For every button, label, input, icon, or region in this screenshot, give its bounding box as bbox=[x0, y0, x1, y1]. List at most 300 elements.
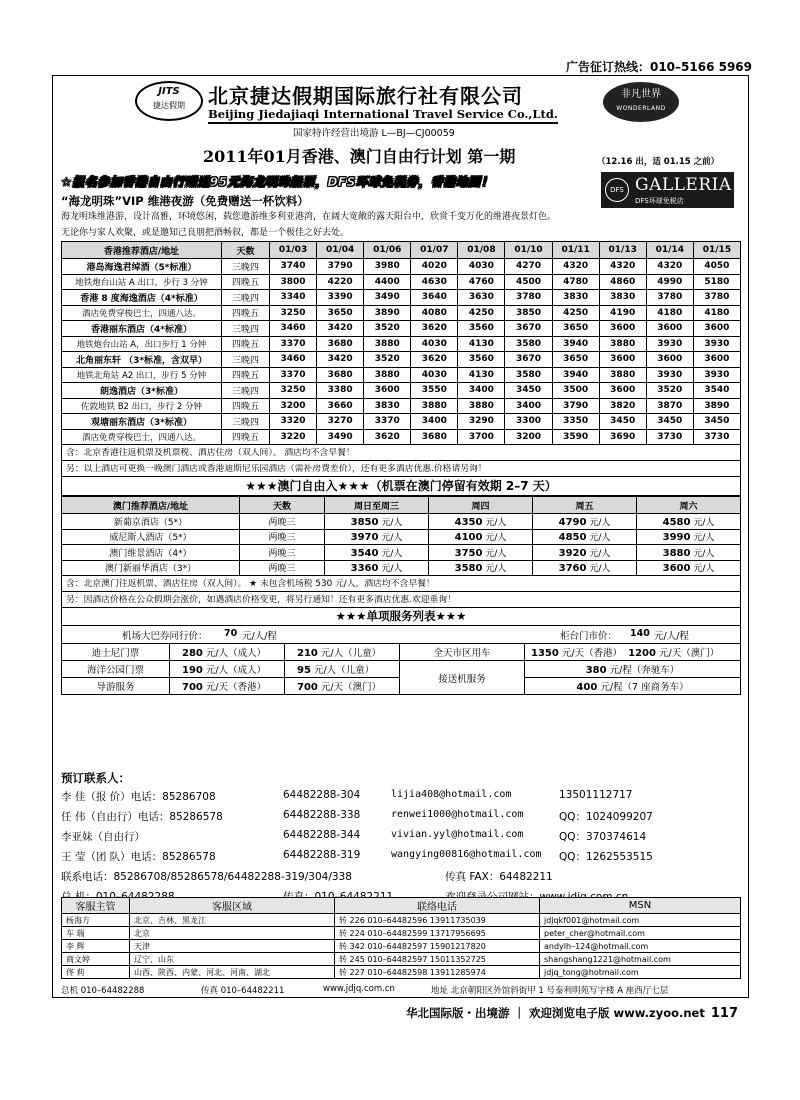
price-cell: 3880 bbox=[599, 367, 646, 383]
service-row bbox=[62, 661, 741, 678]
price-cell: 3940 bbox=[552, 367, 599, 383]
logo-right-text: 非凡世界 bbox=[621, 89, 661, 100]
transfer-label: 接送机服务 bbox=[400, 661, 525, 695]
staff-phone: 转 224 010–64482599 13717956695 bbox=[335, 927, 540, 940]
price-cell: 3590 bbox=[552, 429, 599, 445]
contact-extra: 13501112717 bbox=[559, 789, 633, 801]
price-value: 3920 bbox=[558, 547, 587, 559]
price-value: 3580 bbox=[454, 563, 483, 575]
price-value: 4350 bbox=[454, 516, 483, 528]
col-header: 周四 bbox=[429, 497, 533, 514]
bus-label: 机场大巴券同行价： bbox=[122, 631, 208, 642]
macau-hotel-row bbox=[62, 560, 741, 576]
macau-section-title: ★★★澳门自由入★★★（机票在澳门停留有效期 2–7 天） bbox=[61, 477, 741, 496]
macau-hotel-table bbox=[61, 496, 741, 576]
price-cell: 3620 bbox=[364, 429, 411, 445]
price-unit: 元/人（儿童） bbox=[313, 665, 375, 676]
stay-length: 四晚五 bbox=[222, 429, 270, 445]
disney-label: 迪士尼门票 bbox=[62, 644, 170, 661]
price-cell bbox=[637, 560, 741, 576]
price-cell: 3200 bbox=[270, 398, 317, 414]
logo-right-sub: WONDERLAND bbox=[616, 105, 666, 112]
price-cell: 3820 bbox=[599, 398, 646, 414]
company-name-cn: 北京捷达假期国际旅行社有限公司 bbox=[208, 84, 523, 108]
price-cell: 3780 bbox=[646, 290, 693, 306]
price-unit: 元/人 bbox=[589, 564, 611, 575]
price-cell: 4050 bbox=[693, 259, 740, 275]
price-cell: 4630 bbox=[411, 274, 458, 290]
staff-region: 天津 bbox=[130, 940, 335, 953]
hk-table-header bbox=[62, 242, 741, 259]
price-cell: 3600 bbox=[599, 321, 646, 337]
staff-msn[interactable]: jdjqkf001@hotmail.com bbox=[540, 914, 741, 927]
contact-phones: 联系电话：85286708/85286578/64482288-319/304/338 bbox=[61, 871, 352, 883]
staff-name: 商文婷 bbox=[62, 953, 130, 966]
price-unit: 元/人 bbox=[693, 564, 715, 575]
hk-hotel-row bbox=[62, 429, 741, 445]
staff-region: 辽宁、山东 bbox=[130, 953, 335, 966]
footer-address: 地址 北京朝阳区外馆斜街甲 1 号泰利明苑写字楼 A 座西厅七层 bbox=[431, 986, 669, 996]
contact-row bbox=[61, 807, 741, 827]
hk-hotel-row bbox=[62, 305, 741, 321]
price-cell: 3460 bbox=[270, 321, 317, 337]
price-cell: 3200 bbox=[505, 429, 552, 445]
col-header: 01/10 bbox=[505, 242, 552, 259]
price-value: 4580 bbox=[662, 516, 691, 528]
vip-cruise-title: “海龙明珠”VIP 维港夜游（免费赠送一杯饮料） bbox=[61, 194, 309, 208]
vip-desc-1: 海龙明珠维港游，设计高雅，环境悠闲，载您遨游维多利亚港湾，在阔大宽敞的露天阳台中，欣赏千变万化的维港夜景灯色。 bbox=[61, 212, 557, 222]
col-header: 01/11 bbox=[552, 242, 599, 259]
hotel-name: 港岛海逸君绰酒（5*标准） bbox=[62, 259, 222, 275]
price-cell: 3880 bbox=[599, 336, 646, 352]
price-cell: 3420 bbox=[317, 321, 364, 337]
price-cell bbox=[533, 545, 637, 561]
staff-msn[interactable]: peter_cher@hotmail.com bbox=[540, 927, 741, 940]
price-cell: 4780 bbox=[552, 274, 599, 290]
staff-name: 车 瑞 bbox=[62, 927, 130, 940]
price-cell: 3290 bbox=[458, 414, 505, 430]
hotel-name: 威尼斯人酒店（5*） bbox=[62, 529, 240, 545]
footer-web[interactable]: www.jdjq.com.cn bbox=[323, 984, 395, 994]
contact-email[interactable]: lijia408@hotmail.com bbox=[391, 789, 512, 800]
price-unit: 元/人 bbox=[589, 548, 611, 559]
staff-name: 李 辉 bbox=[62, 940, 130, 953]
price-unit: 元/人 bbox=[381, 517, 403, 528]
price-unit: 元/天（香港） bbox=[561, 648, 623, 659]
price-unit: 元/程（7 座商务车） bbox=[600, 682, 689, 693]
contact-name: 任 伟（自由行）电话：85286578 bbox=[61, 811, 223, 823]
price-cell: 3930 bbox=[646, 336, 693, 352]
staff-phone: 转 226 010–64482596 13911735039 bbox=[335, 914, 540, 927]
hotel-name: 朗逸酒店（3*标准） bbox=[62, 383, 222, 399]
price-cell bbox=[429, 560, 533, 576]
col-header: 01/06 bbox=[364, 242, 411, 259]
price-cell: 3830 bbox=[599, 290, 646, 306]
price-unit: 元/人 bbox=[381, 564, 403, 575]
contact-name: 李 佳（报 价）电话：85286708 bbox=[61, 791, 216, 803]
price-cell: 4030 bbox=[411, 367, 458, 383]
hk-hotel-row bbox=[62, 336, 741, 352]
price-cell: 4180 bbox=[646, 305, 693, 321]
price-cell: 3670 bbox=[505, 352, 552, 368]
col-header: 01/04 bbox=[317, 242, 364, 259]
price-cell: 3270 bbox=[317, 414, 364, 430]
counter-unit: 元/人/程 bbox=[654, 631, 689, 642]
col-header: 客服区域 bbox=[130, 898, 335, 914]
price-cell: 3450 bbox=[646, 414, 693, 430]
price-cell: 4320 bbox=[552, 259, 599, 275]
price-cell: 3460 bbox=[270, 352, 317, 368]
price-cell: 3580 bbox=[505, 336, 552, 352]
stay-length: 四晚五 bbox=[222, 398, 270, 414]
price-cell: 3300 bbox=[505, 414, 552, 430]
price-cell: 3370 bbox=[364, 414, 411, 430]
price-cell: 5180 bbox=[693, 274, 740, 290]
price-cell bbox=[429, 514, 533, 530]
price-cell: 3490 bbox=[317, 429, 364, 445]
counter-label: 柜台门市价： bbox=[560, 631, 618, 642]
price-unit: 元/人（成人） bbox=[205, 648, 267, 659]
price-value: 3990 bbox=[662, 532, 691, 544]
price-cell: 3400 bbox=[505, 398, 552, 414]
contact-fax: 传真 FAX：64482211 bbox=[445, 871, 553, 883]
hong-kong-section bbox=[61, 193, 741, 695]
price-value: 3360 bbox=[350, 563, 379, 575]
price-value: 3970 bbox=[350, 532, 379, 544]
price-cell: 4400 bbox=[364, 274, 411, 290]
price-cell: 4030 bbox=[411, 336, 458, 352]
price-value: 3540 bbox=[350, 547, 379, 559]
price-cell: 3520 bbox=[646, 383, 693, 399]
staff-phone: 转 342 010–64482597 15901217820 bbox=[335, 940, 540, 953]
hotel-address: 酒店免费穿梭巴士，四通八达。 bbox=[62, 429, 222, 445]
price-unit: 元/人 bbox=[485, 517, 507, 528]
price-cell: 3540 bbox=[693, 383, 740, 399]
price-cell: 4860 bbox=[599, 274, 646, 290]
citybus-price: 1350 元/天（香港） 1200 元/天（澳门） bbox=[525, 644, 741, 661]
ad-hotline: 广告征订热线：010–5166 5969 bbox=[565, 60, 752, 74]
price-cell: 3490 bbox=[364, 290, 411, 306]
contact-name: 王 莹（团 队）电话：85286578 bbox=[61, 851, 216, 863]
hotel-name: 澳门维景酒店（4*） bbox=[62, 545, 240, 561]
price-cell bbox=[533, 529, 637, 545]
price-cell: 3600 bbox=[599, 352, 646, 368]
hotel-name: 香港丽东酒店（4*标准） bbox=[62, 321, 222, 337]
price-cell: 3370 bbox=[270, 336, 317, 352]
price-cell: 3620 bbox=[411, 352, 458, 368]
price-cell: 3520 bbox=[364, 321, 411, 337]
price-cell: 4180 bbox=[693, 305, 740, 321]
price-cell: 3320 bbox=[270, 414, 317, 430]
flyer-frame bbox=[52, 75, 749, 998]
stay-length: 三晚四 bbox=[222, 383, 270, 399]
price-cell: 3640 bbox=[411, 290, 458, 306]
hotel-address: 酒店免费穿梭巴士，四通八达。 bbox=[62, 305, 222, 321]
stay-length: 四晚五 bbox=[222, 336, 270, 352]
price-cell: 3450 bbox=[599, 414, 646, 430]
price-cell: 3550 bbox=[411, 383, 458, 399]
col-header: 01/03 bbox=[270, 242, 317, 259]
hk-hotel-row bbox=[62, 321, 741, 337]
price-cell: 3650 bbox=[552, 321, 599, 337]
contact-ext: 64482288-304 bbox=[283, 789, 361, 801]
price-unit: 元/人 bbox=[485, 533, 507, 544]
price-cell: 3850 bbox=[505, 305, 552, 321]
hk-hotel-row bbox=[62, 274, 741, 290]
price-cell: 4130 bbox=[458, 367, 505, 383]
contact-email[interactable]: wangying00816@hotmail.com bbox=[391, 849, 542, 860]
price-cell: 4250 bbox=[458, 305, 505, 321]
price-cell: 3390 bbox=[317, 290, 364, 306]
contacts-heading: 预订联系人： bbox=[61, 771, 130, 785]
logo-left-sub: 捷达假期 bbox=[153, 101, 185, 110]
contact-ext: 64482288-344 bbox=[283, 829, 361, 841]
price-cell: 3980 bbox=[364, 259, 411, 275]
price-cell: 3250 bbox=[270, 383, 317, 399]
contact-ext: 64482288-338 bbox=[283, 809, 361, 821]
price-cell bbox=[533, 514, 637, 530]
col-header: 天数 bbox=[222, 242, 270, 259]
stay-length: 四晚五 bbox=[222, 274, 270, 290]
price-cell: 4760 bbox=[458, 274, 505, 290]
ocean-child: 95 元/人（儿童） bbox=[285, 661, 400, 678]
price-cell: 3690 bbox=[599, 429, 646, 445]
stay-length: 三晚四 bbox=[222, 321, 270, 337]
contact-extra: QQ：370374614 bbox=[559, 831, 647, 843]
price-cell: 3700 bbox=[458, 429, 505, 445]
price-cell bbox=[325, 514, 429, 530]
price-cell bbox=[325, 560, 429, 576]
contact-email[interactable]: renwei1000@hotmail.com bbox=[391, 809, 524, 820]
citybus-label: 全天市区用车 bbox=[400, 644, 525, 661]
footer-phone: 总机 010–64482288 bbox=[61, 986, 145, 996]
price-cell: 3890 bbox=[364, 305, 411, 321]
price-cell: 4190 bbox=[599, 305, 646, 321]
price-cell: 4990 bbox=[646, 274, 693, 290]
hotel-name: 香港 8 度海逸酒店（4*标准） bbox=[62, 290, 222, 306]
contact-extra: QQ：1262553515 bbox=[559, 851, 653, 863]
jits-logo bbox=[135, 81, 203, 121]
page-footer bbox=[406, 1005, 738, 1021]
sales-row bbox=[62, 914, 741, 927]
macau-hotel-row bbox=[62, 514, 741, 530]
price-cell: 3220 bbox=[270, 429, 317, 445]
staff-name: 佟 莉 bbox=[62, 966, 130, 979]
price-cell: 3830 bbox=[364, 398, 411, 414]
price-cell: 3600 bbox=[646, 321, 693, 337]
price-unit: 元/人（成人） bbox=[205, 665, 267, 676]
hk-hotel-row bbox=[62, 259, 741, 275]
macau-hotel-row bbox=[62, 545, 741, 561]
price-cell: 4250 bbox=[552, 305, 599, 321]
hotel-address: 佐敦地铁 B2 出口，步行 2 分钟 bbox=[62, 398, 222, 414]
macau-table-header bbox=[62, 497, 741, 514]
staff-msn[interactable]: andylh–124@hotmail.com bbox=[540, 940, 741, 953]
contact-row bbox=[61, 827, 741, 847]
price-unit: 元/程（奔驰车） bbox=[609, 665, 680, 676]
col-header: 周六 bbox=[637, 497, 741, 514]
col-header: MSN bbox=[540, 898, 741, 914]
footer-text: 华北国际版・出境游 ｜ 欢迎浏览电子版 www.zyoo.net bbox=[406, 1006, 705, 1020]
price-cell: 3600 bbox=[693, 321, 740, 337]
sales-row bbox=[62, 953, 741, 966]
price-cell: 3660 bbox=[317, 398, 364, 414]
guide-label: 导游服务 bbox=[62, 678, 170, 695]
hk-note-other: 另：以上酒店可更换一晚澳门酒店或香港迪斯尼乐园酒店（需补房费差价），还有更多酒店优惠.价格请另询！ bbox=[61, 461, 741, 477]
hk-hotel-row bbox=[62, 352, 741, 368]
macau-note-included: 含：北京澳门往返机票、酒店住房（双人间）。 ★ 未包含机场税 530 元/人，酒店均不含早餐！ bbox=[61, 576, 741, 592]
galleria-sub: DFS环球免税店 bbox=[635, 197, 684, 205]
price-cell: 4500 bbox=[505, 274, 552, 290]
price-cell: 3580 bbox=[505, 367, 552, 383]
price-cell bbox=[637, 514, 741, 530]
price-cell: 3380 bbox=[317, 383, 364, 399]
price-cell: 3880 bbox=[458, 398, 505, 414]
sales-table-header bbox=[62, 898, 741, 914]
price-cell bbox=[637, 545, 741, 561]
contact-row bbox=[61, 787, 741, 807]
stay-length: 两晚三 bbox=[240, 529, 325, 545]
col-header: 客服主管 bbox=[62, 898, 130, 914]
staff-msn[interactable]: shangshang1221@hotmail.com bbox=[540, 953, 741, 966]
hk-hotel-table bbox=[61, 241, 741, 445]
staff-region: 山西、陕西、内蒙、河北、河南、湖北 bbox=[130, 966, 335, 979]
price-cell bbox=[325, 529, 429, 545]
price-cell: 3600 bbox=[599, 383, 646, 399]
hotel-address: 地铁炮台山站 A 出口，步行 3 分钟 bbox=[62, 274, 222, 290]
stay-length: 两晚三 bbox=[240, 545, 325, 561]
dfs-emblem: DFS bbox=[605, 178, 629, 202]
price-cell: 3880 bbox=[364, 336, 411, 352]
price-cell bbox=[429, 529, 533, 545]
stay-length: 三晚四 bbox=[222, 290, 270, 306]
price-cell: 4020 bbox=[411, 259, 458, 275]
disney-child: 210 元/人（儿童） bbox=[285, 644, 400, 661]
col-header: 香港推荐酒店/地址 bbox=[62, 242, 222, 259]
price-cell: 4080 bbox=[411, 305, 458, 321]
staff-name: 杨海方 bbox=[62, 914, 130, 927]
page-title: 2011年01月香港、澳门自由行计划 第一期 bbox=[203, 147, 516, 166]
staff-region: 北京 bbox=[130, 927, 335, 940]
price-unit: 元/人（儿童） bbox=[320, 648, 382, 659]
hotel-name: 澳门新丽华酒店（3*） bbox=[62, 560, 240, 576]
macau-hotel-row bbox=[62, 529, 741, 545]
price-cell: 3930 bbox=[693, 367, 740, 383]
hotel-name: 观塘丽东酒店（3*标准） bbox=[62, 414, 222, 430]
hotel-name: 新葡京酒店（5*） bbox=[62, 514, 240, 530]
bus-price-line bbox=[61, 626, 741, 643]
staff-phone: 转 245 010–64482597 15011352725 bbox=[335, 953, 540, 966]
price-unit: 元/天（香港） bbox=[205, 682, 267, 693]
guide-hk: 700 元/天（香港） bbox=[170, 678, 285, 695]
price-cell: 3680 bbox=[317, 367, 364, 383]
col-header: 天数 bbox=[240, 497, 325, 514]
stay-length: 两晚三 bbox=[240, 514, 325, 530]
services-title: ★★★单项服务列表★★★ bbox=[61, 608, 741, 626]
price-value: 4100 bbox=[454, 532, 483, 544]
logo-left-text: JITS bbox=[158, 86, 180, 97]
contact-extra: QQ：1024099207 bbox=[559, 811, 653, 823]
contact-phones-row bbox=[61, 867, 741, 887]
price-cell: 3780 bbox=[505, 290, 552, 306]
license-number: 国家特许经营出境游 L—BJ—CJ00059 bbox=[293, 128, 455, 139]
hk-hotel-row bbox=[62, 414, 741, 430]
contact-row bbox=[61, 847, 741, 867]
hk-hotel-row bbox=[62, 383, 741, 399]
price-value: 3760 bbox=[558, 563, 587, 575]
price-cell: 3830 bbox=[552, 290, 599, 306]
col-header: 联络电话 bbox=[335, 898, 540, 914]
price-cell: 3600 bbox=[646, 352, 693, 368]
page-number: 117 bbox=[710, 1006, 738, 1021]
ocean-label: 海洋公园门票 bbox=[62, 661, 170, 678]
col-header: 01/15 bbox=[693, 242, 740, 259]
price-cell: 3730 bbox=[646, 429, 693, 445]
hk-hotel-row bbox=[62, 398, 741, 414]
price-cell: 3400 bbox=[411, 414, 458, 430]
hk-note-included: 含：北京香港往返机票及机票税、酒店住房（双人间）。 酒店均不含早餐！ bbox=[61, 445, 741, 461]
price-cell: 3250 bbox=[270, 305, 317, 321]
stay-length: 四晚五 bbox=[222, 367, 270, 383]
price-cell: 3450 bbox=[505, 383, 552, 399]
price-cell bbox=[325, 545, 429, 561]
travel-period: （12.16 出，适 01.15 之前） bbox=[597, 157, 720, 167]
col-header: 01/14 bbox=[646, 242, 693, 259]
price-cell: 3650 bbox=[317, 305, 364, 321]
price-cell: 4320 bbox=[599, 259, 646, 275]
price-unit: 元/人 bbox=[381, 533, 403, 544]
price-cell: 3600 bbox=[364, 383, 411, 399]
staff-region: 北京、吉林、黑龙江 bbox=[130, 914, 335, 927]
stay-length: 四晚五 bbox=[222, 305, 270, 321]
price-cell: 4320 bbox=[646, 259, 693, 275]
price-unit: 元/人 bbox=[485, 548, 507, 559]
stay-length: 三晚四 bbox=[222, 414, 270, 430]
vip-desc-2: 无论你与家人欢聚，或是邀知己良朋把酒畅叙，都是一个极佳之好去处。 bbox=[61, 228, 350, 238]
price-cell: 4130 bbox=[458, 336, 505, 352]
price-cell: 3560 bbox=[458, 321, 505, 337]
company-name-en: Beijing Jiedajiaqi International Travel Service Co.,Ltd. bbox=[208, 107, 558, 124]
price-cell: 4270 bbox=[505, 259, 552, 275]
price-cell: 3740 bbox=[270, 259, 317, 275]
stay-length: 两晚三 bbox=[240, 560, 325, 576]
price-cell: 3880 bbox=[364, 367, 411, 383]
price-cell: 4030 bbox=[458, 259, 505, 275]
staff-phone: 转 227 010–64482598 13911285974 bbox=[335, 966, 540, 979]
price-cell: 3370 bbox=[270, 367, 317, 383]
macau-note-other: 另：因酒店价格在公众假期会涨价，如遇酒店价格变更，将另行通知！还有更多酒店优惠.欢迎垂询！ bbox=[61, 592, 741, 608]
price-cell bbox=[429, 545, 533, 561]
contact-email[interactable]: vivian.yyl@hotmail.com bbox=[391, 829, 524, 840]
price-unit: 元/人 bbox=[485, 564, 507, 575]
contact-ext: 64482288-319 bbox=[283, 849, 361, 861]
services-table bbox=[61, 643, 741, 695]
price-cell: 3400 bbox=[458, 383, 505, 399]
hotel-address: 地铁炮台山站 A，出口步行 1 分钟 bbox=[62, 336, 222, 352]
staff-msn[interactable]: jdjq_tong@hotmail.com bbox=[540, 966, 741, 979]
price-cell: 4220 bbox=[317, 274, 364, 290]
price-unit: 元/人 bbox=[693, 533, 715, 544]
price-cell: 3680 bbox=[411, 429, 458, 445]
bus-unit: 元/人/程 bbox=[242, 631, 277, 642]
guide-mo: 700 元/天（澳门） bbox=[285, 678, 400, 695]
price-value: 4790 bbox=[558, 516, 587, 528]
col-header: 周日至周三 bbox=[325, 497, 429, 514]
hk-hotel-row bbox=[62, 367, 741, 383]
price-cell: 3670 bbox=[505, 321, 552, 337]
price-unit: 元/天（澳门） bbox=[659, 648, 720, 659]
price-cell: 3420 bbox=[317, 352, 364, 368]
